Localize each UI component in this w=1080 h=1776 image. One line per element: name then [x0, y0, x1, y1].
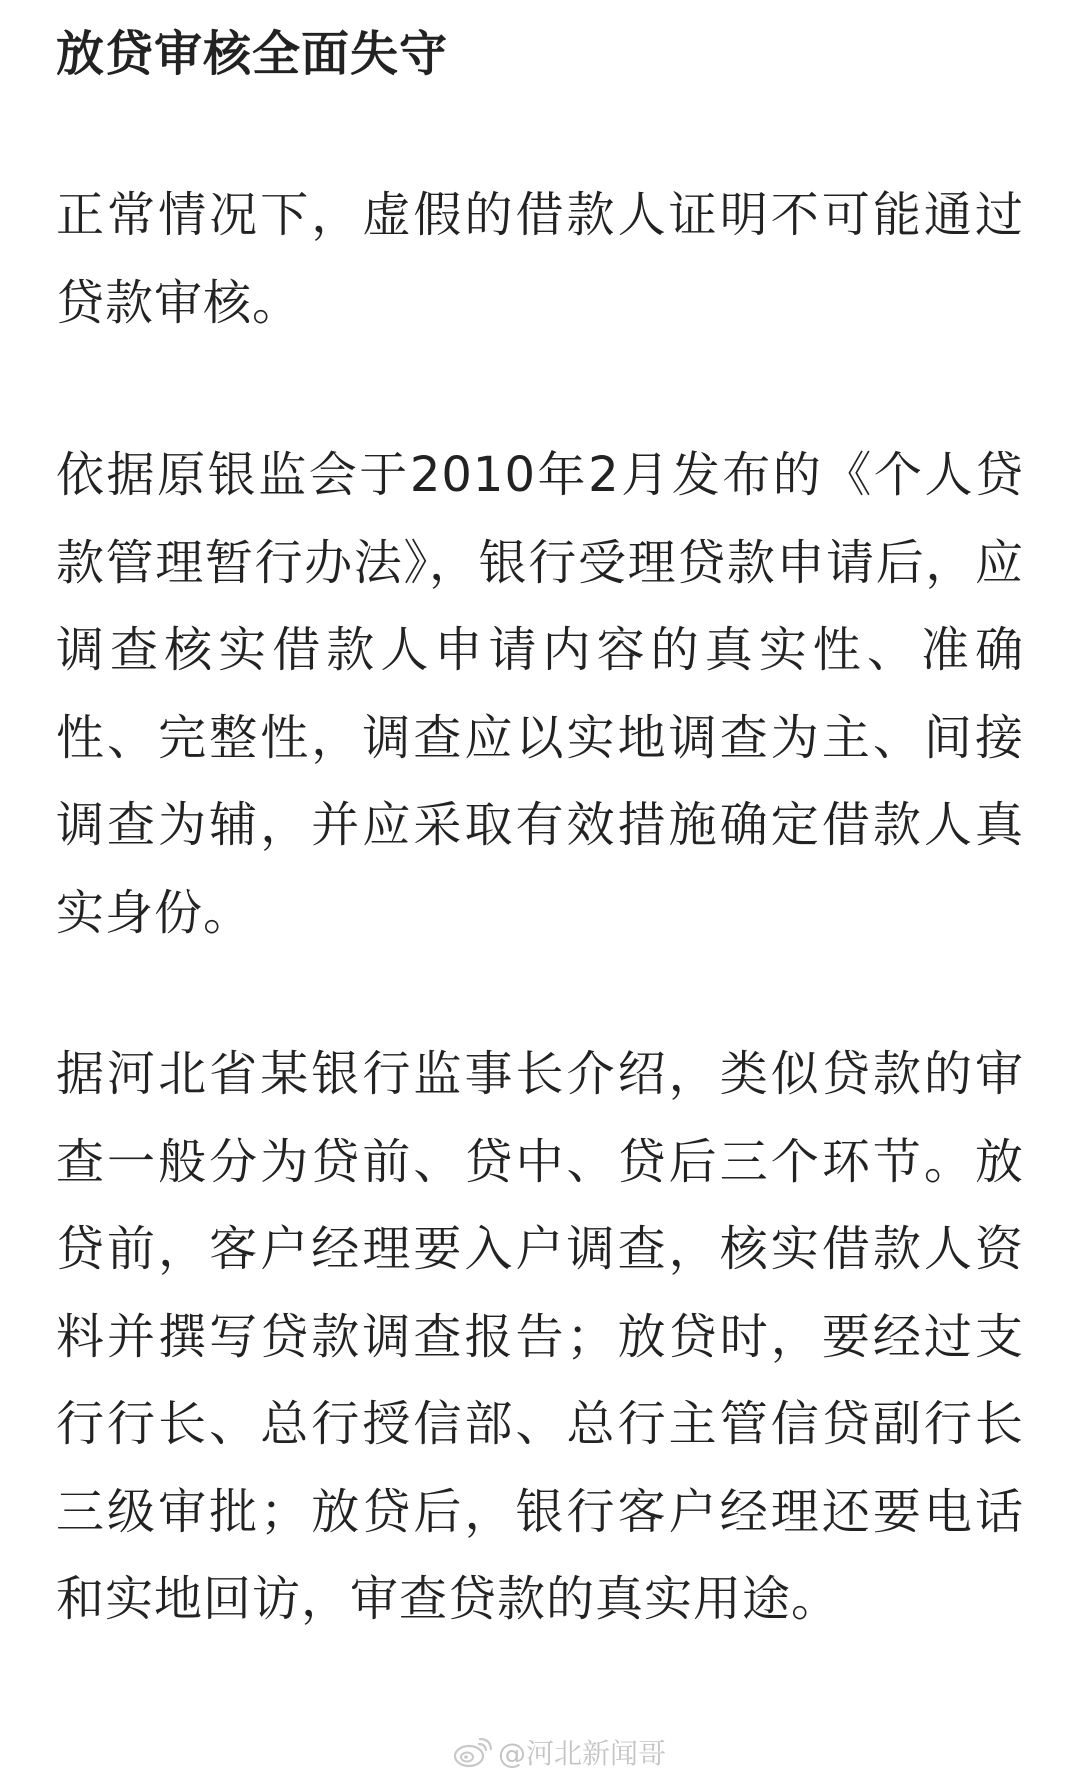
weibo-watermark	[452, 1735, 666, 1769]
article-paragraph: 据河北省某银行监事长介绍，类似贷款的审查一般分为贷前、贷中、贷后三个环节。放贷前，客户经理要入户调查，核实借款人资料并撰写贷款调查报告；放贷时，要经过支行行长、总行授信部、总行主管信贷副行长三级审批；放贷后，银行客户经理还要电话和实地回访，审查贷款的真实用途。	[56, 1046, 1024, 1627]
article-paragraph: 依据原银监会于2010年2月发布的《个人贷款管理暂行办法》，银行受理贷款申请后，应调查核实借款人申请内容的真实性、准确性、完整性，调查应以实地调查为主、间接调查为辅，并应采取有效措施确定借款人真实身份。	[56, 447, 1024, 941]
watermark-text: @河北新闻哥	[498, 1737, 667, 1770]
weibo-logo-icon	[452, 1736, 492, 1768]
article-paragraph: 正常情况下，虚假的借款人证明不可能通过贷款审核。	[56, 187, 1024, 331]
article-heading: 放贷审核全面失守	[56, 26, 449, 82]
